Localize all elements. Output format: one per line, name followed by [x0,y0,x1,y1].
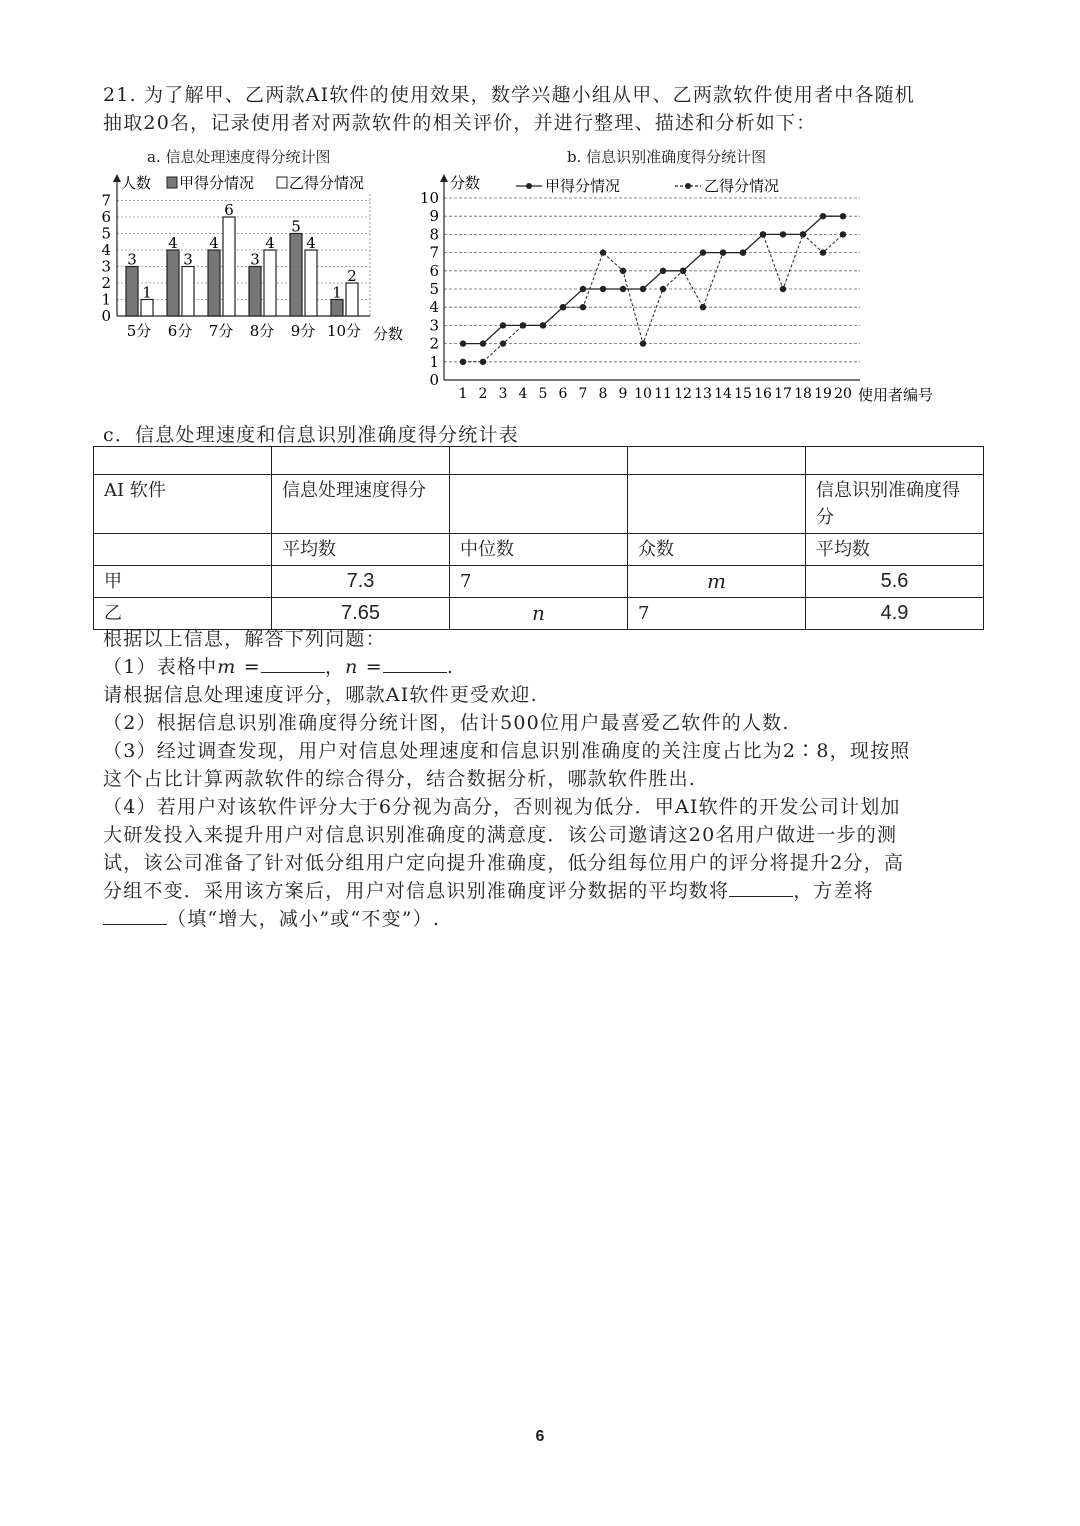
table-cell [94,447,272,475]
y-tick-label: 1 [429,352,439,371]
x-tick-label: 20 [834,386,852,402]
question-4-line-2: 大研发投入来提升用户对信息识别准确度的满意度．该公司邀请这20名用户做进一步的测 [103,824,898,846]
table-cell: AI 软件 [94,475,272,534]
question-4-text: 分组不变．采用该方案后，用户对信息识别准确度评分数据的平均数将 [103,880,730,902]
table-cell: 7.65 [272,598,450,630]
x-tick-label: 5分 [126,322,152,340]
bar [208,250,220,316]
bar-value-label: 4 [168,234,178,252]
data-point [800,231,806,237]
var-n: n [345,656,359,678]
y-tick-label: 0 [429,371,439,389]
x-tick-label: 8 [598,386,608,402]
table-cell: 乙 [94,598,272,630]
x-tick-label: 11 [654,386,672,402]
x-tick-label: 1 [458,386,468,402]
table-cell: 众数 [628,534,806,566]
x-tick-label: 19 [814,386,832,402]
data-point [760,231,766,237]
question-4-line-1: （4）若用户对该软件评分大于6分视为高分，否则视为低分．甲AI软件的开发公司计划加 [103,796,901,818]
data-point [840,231,846,237]
y-axis-label: 人数 [121,174,152,192]
question-1-part-b: 请根据信息处理速度评分，哪款AI软件更受欢迎. [103,684,538,706]
stats-table [93,446,984,630]
bar-value-label: 2 [347,267,357,285]
legend-label: 甲得分情况 [179,174,255,192]
problem-line-1: 21. 为了解甲、乙两款AI软件的使用效果，数学兴趣小组从甲、乙两款软件使用者中各随机 [103,84,916,106]
legend-label: 甲得分情况 [545,177,621,195]
x-tick-label: 2 [478,386,488,402]
y-tick-label: 4 [101,241,111,259]
x-tick-label: 16 [754,386,772,402]
x-tick-label: 6分 [167,322,193,340]
data-point [680,268,686,274]
data-point [740,249,746,255]
data-point [700,249,706,255]
y-axis-arrow [113,174,121,182]
x-tick-label: 7 [578,386,588,402]
legend-label: 乙得分情况 [704,177,780,195]
table-cell: n [450,598,628,630]
data-point [480,359,486,365]
series-line [463,234,843,361]
bar-value-label: 6 [224,201,234,219]
bar-value-label: 3 [127,250,137,269]
x-tick-label: 18 [794,386,812,402]
bar [167,250,179,316]
y-tick-label: 3 [101,257,111,276]
data-point [500,322,506,328]
bar [182,267,194,317]
x-axis-label: 使用者编号 [858,386,934,404]
table-cell: 信息识别准确度得分 [806,475,984,534]
question-3-line-1: （3）经过调查发现，用户对信息处理速度和信息识别准确度的关注度占比为2∶8，现按照 [103,740,911,762]
table-cell [450,447,628,475]
table-row [94,534,984,566]
chart-a-title: a. 信息处理速度得分统计图 [147,148,331,166]
table-cell: 7.3 [272,566,450,598]
table-cell: 平均数 [806,534,984,566]
x-tick-label: 14 [714,386,732,402]
data-point [620,286,626,292]
bar-value-label: 4 [265,234,275,252]
legend-swatch [277,177,287,188]
data-point [820,213,826,219]
data-point [540,322,546,328]
y-tick-label: 5 [101,224,111,243]
y-tick-label: 2 [101,274,111,292]
blank-mean [729,880,793,897]
bar [290,234,302,317]
problem-line-2: 抽取20名，记录使用者对两款软件的相关评价，并进行整理、描述和分析如下： [103,112,817,134]
table-cell: 7 [628,598,806,630]
table-caption: c．信息处理速度和信息识别准确度得分统计表 [103,424,519,446]
data-point [820,249,826,255]
x-tick-label: 15 [734,386,752,402]
table-cell [450,475,628,534]
data-point [780,231,786,237]
data-point [560,304,566,310]
y-tick-label: 1 [101,290,111,309]
x-tick-label: 9 [618,386,628,402]
page-number: 6 [535,1428,545,1445]
bar [305,250,317,316]
bar-value-label: 1 [142,283,152,302]
y-tick-label: 0 [101,307,111,325]
table-cell: 中位数 [450,534,628,566]
bar-value-label: 1 [332,283,342,302]
question-4-line-5 [103,904,440,931]
bar-chart-speed [95,168,415,348]
blank-variance [103,908,167,925]
table-cell: m [628,566,806,598]
table-cell: 5.6 [806,566,984,598]
y-tick-label: 7 [429,243,439,262]
y-tick-label: 7 [101,191,111,210]
question-2: （2）根据信息识别准确度得分统计图，估计500位用户最喜爱乙软件的人数. [103,712,790,734]
data-point [600,249,606,255]
bar-value-label: 5 [291,217,301,236]
question-1: （1）表格中m = ，n = . [103,656,455,678]
y-axis-arrow [440,174,448,182]
blank-n [383,656,447,673]
bar-value-label: 3 [250,250,260,269]
y-tick-label: 3 [429,316,439,335]
question-3-line-2: 这个占比计算两款软件的综合得分，结合数据分析，哪款软件胜出. [103,768,697,790]
table-cell [94,534,272,566]
legend-label: 乙得分情况 [289,174,365,192]
bar [331,300,343,317]
table-cell: 信息处理速度得分 [272,475,450,534]
data-point [620,268,626,274]
table-row [94,475,984,534]
bar-value-label: 3 [183,250,193,269]
legend-marker [526,183,532,189]
bar [126,267,138,317]
data-point [700,304,706,310]
y-tick-label: 8 [429,225,439,244]
table-row [94,566,984,598]
y-axis-label: 分数 [450,174,481,192]
chart-b-title: b. 信息识别准确度得分统计图 [567,148,767,166]
table-cell [628,447,806,475]
table-cell: 4.9 [806,598,984,630]
legend-marker [685,183,691,189]
bar [249,267,261,317]
data-point [520,322,526,328]
y-tick-label: 5 [429,280,439,298]
data-point [640,340,646,346]
x-axis-label: 分数 [373,325,404,343]
bar [346,283,358,316]
table-cell [272,447,450,475]
table-cell [628,475,806,534]
y-tick-label: 9 [429,207,439,226]
y-tick-label: 6 [101,208,111,226]
bar-value-label: 4 [306,234,316,252]
question-4-text-b: ，方差将 [793,880,875,902]
question-1-text: （1）表格中 [103,656,218,678]
x-tick-label: 9分 [290,322,316,340]
y-tick-label: 4 [429,298,439,317]
table-cell: 甲 [94,566,272,598]
table-cell: 7 [450,566,628,598]
x-tick-label: 5 [538,386,548,402]
x-tick-label: 6 [558,386,568,402]
x-tick-label: 8分 [249,322,275,340]
y-tick-label: 6 [429,261,439,280]
data-point [580,304,586,310]
x-tick-label: 10 [634,386,652,402]
bar-value-label: 4 [209,234,219,252]
data-point [580,286,586,292]
legend-swatch [167,177,177,188]
x-tick-label: 17 [774,386,792,402]
data-point [640,286,646,292]
data-point [600,286,606,292]
data-point [480,340,486,346]
data-point [660,268,666,274]
x-tick-label: 7分 [208,322,234,340]
x-tick-label: 13 [694,386,712,402]
x-tick-label: 12 [674,386,692,402]
var-m: m [217,656,237,678]
data-point [500,340,506,346]
table-row [94,447,984,475]
data-point [460,340,466,346]
line-chart-accuracy [420,168,950,408]
y-tick-label: 2 [429,334,439,353]
y-tick-label: 10 [420,189,439,207]
data-point [840,213,846,219]
bar [141,300,153,317]
question-4-line-4 [103,876,874,903]
data-point [660,286,666,292]
data-point [720,249,726,255]
bar [264,250,276,316]
blank-m [261,656,325,673]
bar [223,217,235,316]
x-tick-label: 10分 [326,322,362,340]
questions-intro: 根据以上信息，解答下列问题： [103,628,386,650]
question-4-line-3: 试，该公司准备了针对低分组用户定向提升准确度，低分组每位用户的评分将提升2分，高 [103,852,905,874]
table-cell: 平均数 [272,534,450,566]
x-tick-label: 3 [498,386,508,402]
question-4-text-c: （填“增大，减小”或“不变”）. [167,908,441,930]
data-point [780,286,786,292]
table-cell [806,447,984,475]
data-point [460,359,466,365]
x-tick-label: 4 [518,386,528,402]
